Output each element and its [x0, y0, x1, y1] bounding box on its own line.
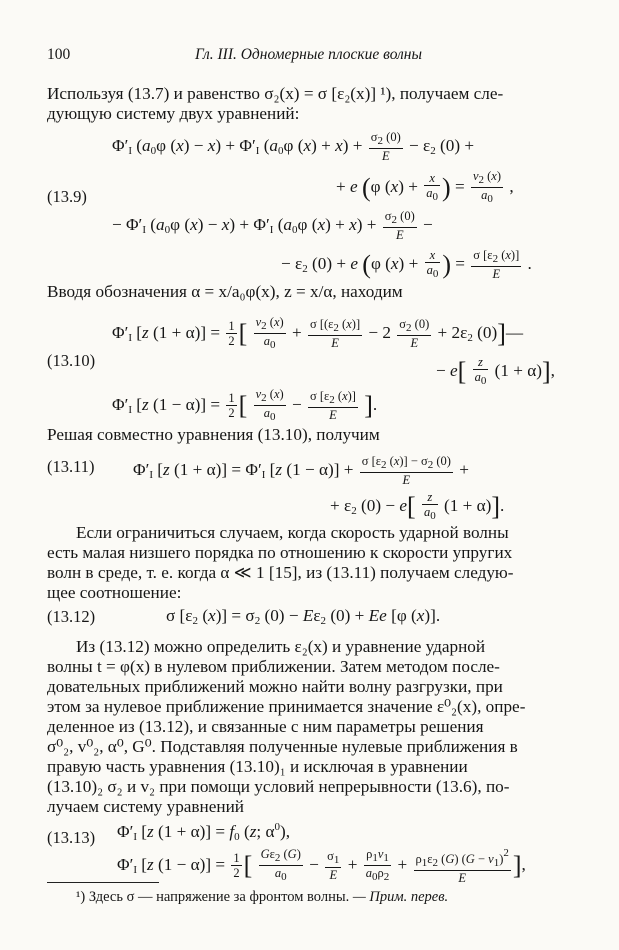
text-line: щее соотношение: — [47, 583, 182, 602]
equation-line: − $\varepsilon_2$ (0) + e (φ (x) + $\frac{x}{a0}$ ) = $\frac{\sigma [\varepsilon 2 (x)]}{E}$ . — [281, 248, 532, 281]
equation-line: $\Phi'_I$ [z (1 − α)] = $\frac{1}{2}$ [ $\frac{G\varepsilon 2 (G)}{a0}$ − $\frac{\sigma 1}{E}$ + $\frac{\rho 1v1}{a0\rho 2}$ + $\frac{\rho 1\varepsilon 2 (G) (G - v1)2}{E}$ ], — [117, 847, 526, 885]
footnote-text: Здесь σ — напряжение за фронтом волны. — [88, 889, 350, 905]
equation-line: $\Phi'_I$ ($a_0\varphi$ $(x) - x) + \Phi'_I$ ($a_0\varphi$ (x) + x) + $\frac{\sigma 2 (0)}{E}$ − $\varepsilon_2$ (0) + — [112, 130, 475, 163]
text-line: (13.10)₂ σ₂ и v₂ при помощи условий непрерывности (13.6), по- — [47, 777, 510, 796]
equation-number: (13.10) — [47, 351, 96, 370]
text-line: σ⁰₂, v⁰₂, α⁰, G⁰. Подставляя полученные нулевые приближения в — [47, 737, 518, 756]
footnote-marker: ¹) — [76, 889, 86, 905]
text-line: Из (13.12) можно определить ε₂(x) и уравнение ударной — [76, 637, 486, 656]
equation-number: (13.9) — [47, 187, 87, 206]
text-line: правую часть уравнения (13.10)₁ и исключая в уравнении — [47, 757, 468, 776]
equation-line: − $\Phi'_I$ ($a_0\varphi$ $(x) - x) + \Phi'_I$ ($a_0\varphi$ (x) + x) + $\frac{\sigma 2 (0)}{E}$ − — [112, 209, 433, 242]
equation-line: $\Phi'_I$ [z (1 − α)] = $\frac{1}{2}$ [ $\frac{v2 (x)}{a0}$ − $\frac{\sigma [\varepsilon 2 (x)]}{E}$ ]. — [112, 387, 378, 423]
footnote — [76, 887, 448, 907]
text-line: дующую систему двух уравнений: — [47, 104, 300, 123]
equation-line: − e[ $\frac{z}{a0}$ (1 + α)], — [436, 355, 555, 387]
running-header: Гл. III. Одномерные плоские волны — [195, 46, 422, 63]
text-line: этом за нулевое приближение принимается значение ε⁰₂(x), опре- — [47, 697, 526, 716]
footnote-note: — Прим. перев. — [352, 889, 449, 905]
text-line: деленное из (13.12), и связанные с ним параметры решения — [47, 717, 484, 736]
footnote-rule — [47, 882, 159, 883]
equation-line: $\Phi'_I$ [z (1 + α)] = $\frac{1}{2}$ [ $\frac{v2 (x)}{a0}$ + $\frac{\sigma [(\varepsilon 2 (x)]}{E}$ − 2 $\frac{\sigma 2 (0)}{E}$ + $2\varepsilon_2$ (0)]— — [112, 315, 524, 351]
page-number: 100 — [47, 46, 71, 63]
equation-line: + $\varepsilon_2$ (0) − e[ $\frac{z}{a0}$ (1 + α)]. — [330, 490, 505, 522]
text-line: лучаем систему уравнений — [47, 797, 244, 816]
text-line: Если ограничиться случаем, когда скорость ударной волны — [76, 523, 509, 542]
equation-line: $\Phi'_I$ [z $(1 + \alpha)] = f_0$ (z; $\alpha^0$), — [117, 821, 290, 843]
equation-line: + e (φ (x) + $\frac{x}{a0}$ ) = $\frac{v2 (x)}{a0}$ , — [336, 169, 514, 205]
equation-line: σ [$\varepsilon_2$ $(x)] = \sigma_2$ $(0) - E\varepsilon_2$ (0) + Ee [φ (x)]. — [166, 606, 441, 627]
equation-number: (13.11) — [47, 457, 95, 476]
text-line: довательных приближений можно найти волну разгрузки, при — [47, 677, 503, 696]
text-line: волн в среде, т. е. когда α ≪ 1 [15], из (13.11) получаем следую- — [47, 563, 514, 582]
text-line: Решая совместно уравнения (13.10), получим — [47, 425, 380, 444]
text-line: есть малая низшего порядка по отношению к скорости упругих — [47, 543, 513, 562]
text-line: Вводя обозначения α = x/a₀φ(x), z = x/α, находим — [47, 282, 403, 301]
equation-number: (13.12) — [47, 607, 96, 626]
equation-line: $\Phi'_I$ [z $(1 + \alpha)] = \Phi'_I$ [z (1 − α)] + $\frac{\sigma [\varepsilon 2 (x)] - \sigma 2 (0)}{E}$ + — [133, 454, 469, 487]
text-line: Используя (13.7) и равенство σ₂(x) = σ [ε₂(x)] ¹), получаем сле- — [47, 84, 504, 103]
equation-number: (13.13) — [47, 828, 96, 847]
text-line: волны t = φ(x) в нулевом приближении. Затем методом после- — [47, 657, 500, 676]
